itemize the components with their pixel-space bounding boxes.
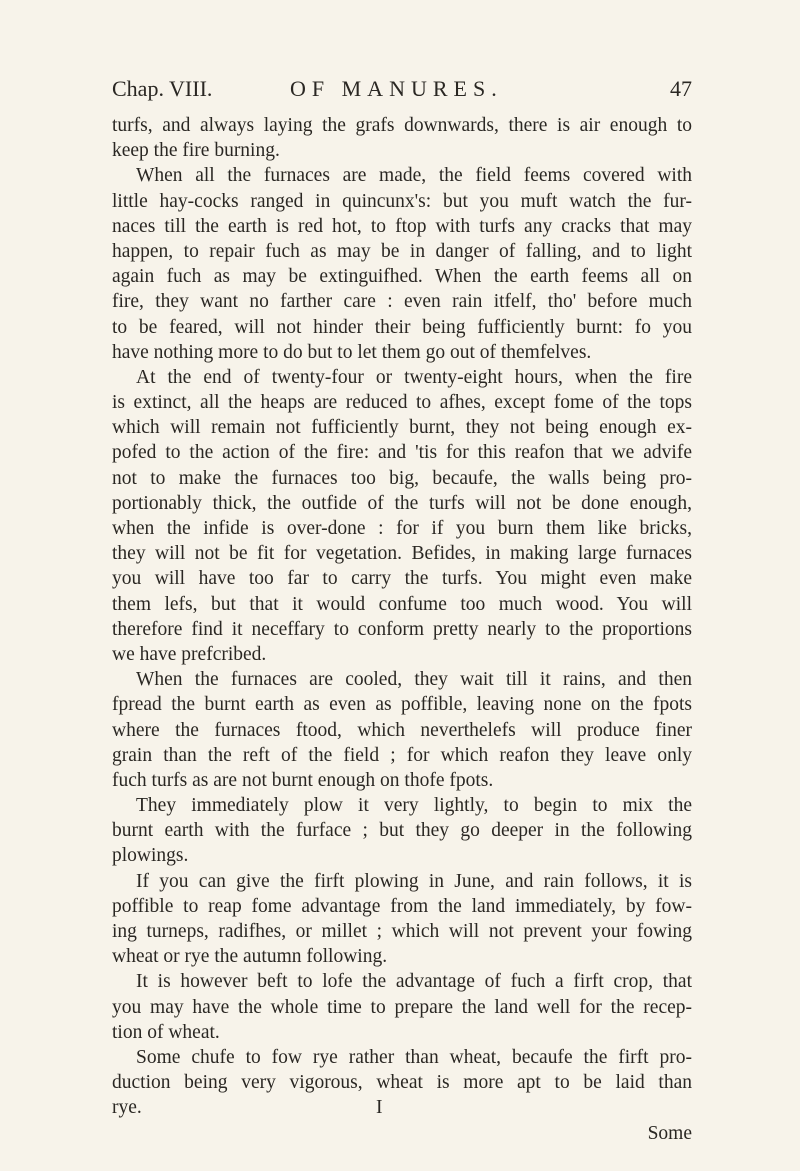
chapter-label: Chap. VIII. xyxy=(112,76,213,101)
text-line: plowings. xyxy=(112,845,189,867)
text-line: wheat or rye the autumn following. xyxy=(112,946,388,968)
text-line: little hay-cocks ranged in quincunx's: but you muft watch the fur- xyxy=(112,190,692,212)
text-line: have nothing more to do but to let them go out of themfelves. xyxy=(112,341,592,363)
text-line: which will remain not fufficiently burnt, they not being enough ex- xyxy=(112,417,692,439)
text-line: It is however beft to lofe the advantage of fuch a firft crop, that xyxy=(136,971,692,993)
text-line: when the infide is over-done : for if you burn them like bricks, xyxy=(112,518,692,539)
text-line: where the furnaces ftood, which neverthelefs will produce finer xyxy=(112,719,692,741)
text-line: them lefs, but that it would confume too much wood. You will xyxy=(112,593,692,615)
text-line: They immediately plow it very lightly, to begin to mix the xyxy=(136,795,692,817)
text-line: Some chufe to fow rye rather than wheat, becaufe the firft pro- xyxy=(136,1046,692,1068)
text-line: At the end of twenty-four or twenty-eight hours, when the fire xyxy=(136,366,692,388)
text-line: you may have the whole time to prepare the land well for the recep- xyxy=(112,996,692,1018)
running-title: OF MANURES. xyxy=(290,76,503,101)
text-line: therefore find it neceffary to conform pretty nearly to the proportions xyxy=(112,618,692,640)
text-line: naces till the earth is red hot, to ftop with turfs any cracks that may xyxy=(112,215,692,237)
text-line: ing turneps, radifhes, or millet ; which will not prevent your fowing xyxy=(112,921,692,942)
text-line: When all the furnaces are made, the field feems covered with xyxy=(136,165,692,187)
text-line: portionably thick, the outfide of the turfs will not be done enough, xyxy=(112,492,692,514)
text-line: When the furnaces are cooled, they wait till it rains, and then xyxy=(136,669,692,691)
text-line: keep the fire burning. xyxy=(112,140,280,162)
text-line: poffible to reap fome advantage from the land immediately, by fow- xyxy=(112,895,692,917)
text-line: is extinct, all the heaps are reduced to afhes, except fome of the tops xyxy=(112,392,692,414)
final-line-text: rye. xyxy=(112,1097,142,1119)
text-line: tion of wheat. xyxy=(112,1021,220,1043)
text-line: to be feared, will not hinder their being fufficiently burnt: fo you xyxy=(112,316,692,338)
text-line: you will have too far to carry the turfs. You might even make xyxy=(112,568,692,590)
text-line: If you can give the firft plowing in June, and rain follows, it is xyxy=(136,870,692,892)
text-line: happen, to repair fuch as may be in danger of falling, and to light xyxy=(112,240,692,262)
text-line: fpread the burnt earth as even as poffible, leaving none on the fpots xyxy=(112,694,692,716)
text-line: pofed to the action of the fire: and 'tis for this reafon that we advife xyxy=(112,442,692,464)
text-line: turfs, and always laying the grafs downwards, there is air enough to xyxy=(112,115,692,136)
signature-mark: I xyxy=(376,1097,383,1119)
page-number: 47 xyxy=(670,76,692,101)
text-line: burnt earth with the furface ; but they go deeper in the following xyxy=(112,820,692,842)
body-text xyxy=(112,113,692,1146)
text-line: we have prefcribed. xyxy=(112,643,267,665)
text-line: they will not be fit for vegetation. Befides, in making large furnaces xyxy=(112,543,692,565)
text-line: grain than the reft of the field ; for which reafon they leave only xyxy=(112,744,692,766)
text-line: not to make the furnaces too big, becaufe, the walls being pro- xyxy=(112,467,692,489)
text-line: duction being very vigorous, wheat is more apt to be laid than xyxy=(112,1072,692,1094)
text-line: again fuch as may be extinguifhed. When the earth feems all on xyxy=(112,266,692,288)
text-line-final xyxy=(112,1095,692,1120)
catchword: Some xyxy=(647,1122,692,1144)
text-line: fuch turfs as are not burnt enough on thofe fpots. xyxy=(112,769,494,791)
text-line: fire, they want no farther care : even rain itfelf, tho' before much xyxy=(112,291,692,313)
running-header xyxy=(112,76,692,110)
